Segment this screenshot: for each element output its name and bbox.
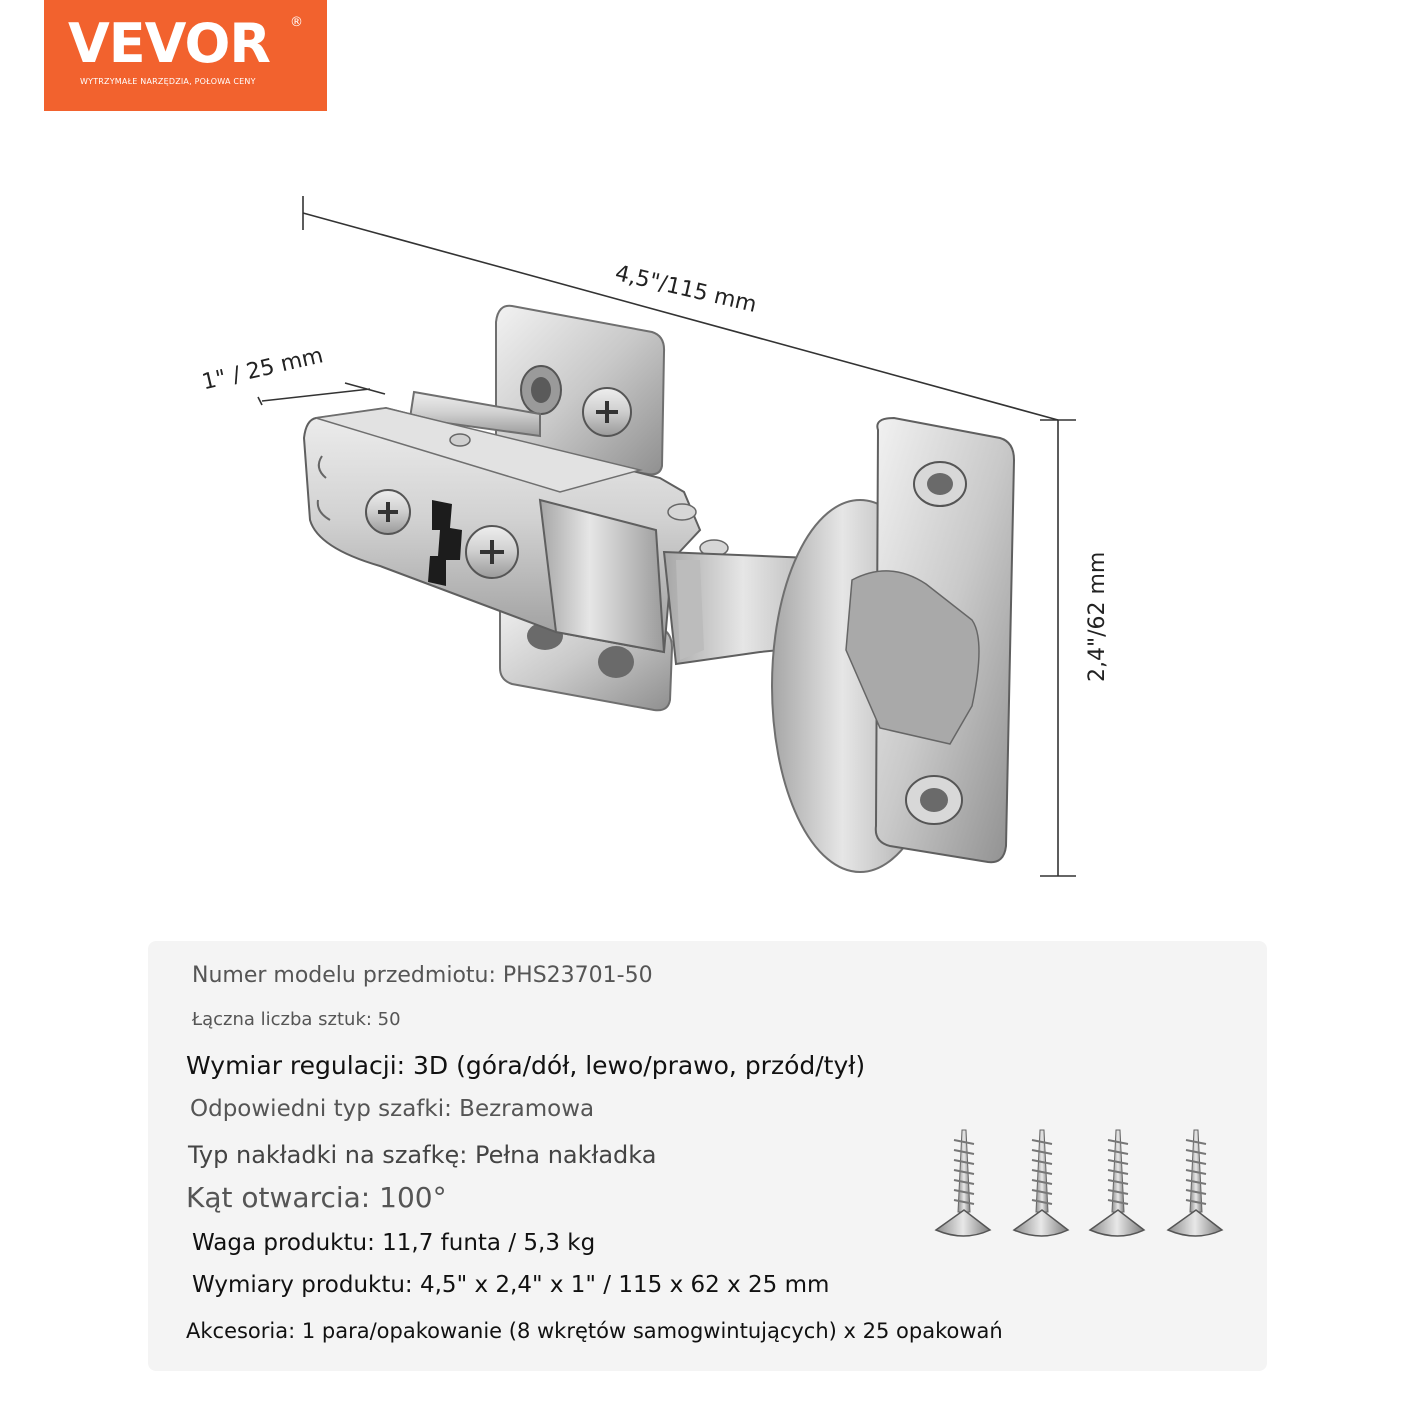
- spec-model-number: Numer modelu przedmiotu: PHS23701-50: [192, 963, 653, 988]
- spec-accessories: Akcesoria: 1 para/opakowanie (8 wkrętów samogwintujących) x 25 opakowań: [186, 1319, 1003, 1343]
- screw-icon: [1014, 1130, 1068, 1236]
- depth-dimension-label: 1" / 25 mm: [199, 343, 326, 396]
- spec-cabinet-type: Odpowiedni typ szafki: Bezramowa: [190, 1096, 595, 1122]
- screw-icon: [1168, 1130, 1222, 1236]
- registered-mark: ®: [290, 15, 303, 30]
- hinge-arm: [304, 408, 728, 652]
- screw-icon: [1090, 1130, 1144, 1236]
- spec-product-dimensions: Wymiary produktu: 4,5" x 2,4" x 1" / 115 x 62 x 25 mm: [192, 1272, 830, 1298]
- screws-image: [920, 1120, 1240, 1250]
- hinge-cup: [772, 418, 1014, 872]
- screw-icon: [936, 1130, 990, 1236]
- spec-opening-angle: Kąt otwarcia: 100°: [186, 1181, 447, 1214]
- spec-total-pieces: Łączna liczba sztuk: 50: [192, 1009, 401, 1030]
- spec-overlay-type: Typ nakładki na szafkę: Pełna nakładka: [188, 1141, 657, 1169]
- spec-weight: Waga produktu: 11,7 funta / 5,3 kg: [192, 1230, 596, 1256]
- spec-adjustment: Wymiar regulacji: 3D (góra/dół, lewo/prawo, przód/tył): [186, 1051, 866, 1080]
- brand-name: VEVOR: [68, 12, 271, 75]
- height-dimension-label: 2,4"/62 mm: [1085, 551, 1110, 682]
- brand-tagline: WYTRZYMAŁE NARZĘDZIA, POŁOWA CENY: [80, 77, 256, 86]
- length-dimension-label: 4,5"/115 mm: [612, 261, 759, 318]
